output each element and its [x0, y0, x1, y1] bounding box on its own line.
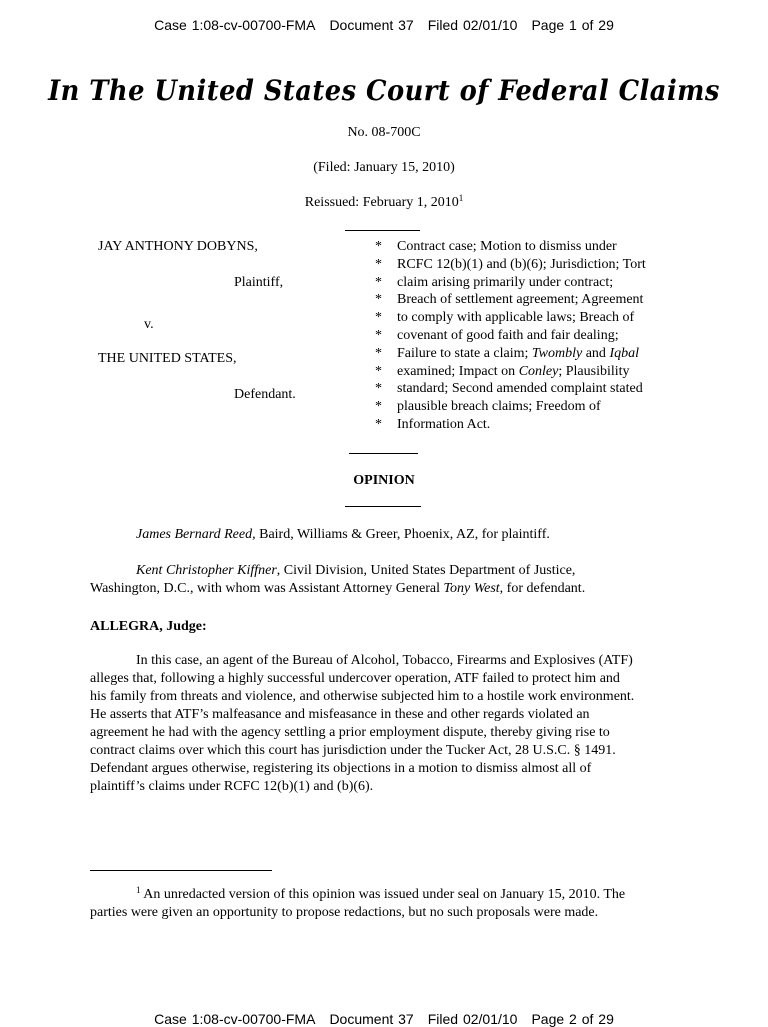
counsel-plaintiff-name: James Bernard Reed, — [136, 527, 256, 542]
syllabus-line: claim arising primarily under contract; — [397, 274, 614, 290]
document-number: Document 37 — [329, 1011, 414, 1027]
body-line: In this case, an agent of the Bureau of Alcohol, Tobacco, Firearms and Explosives (ATF) — [136, 653, 633, 668]
counsel-defendant-line2 — [90, 580, 585, 598]
syllabus-line: standard; Second amended complaint stated — [397, 381, 643, 397]
rule-divider-mid — [349, 453, 418, 454]
syllabus-line: Breach of settlement agreement; Agreement — [397, 292, 644, 308]
syllabus-line: plausible breach claims; Freedom of — [397, 399, 601, 415]
reissued-text: Reissued: February 1, 2010 — [304, 195, 459, 210]
reissued-date — [0, 195, 768, 211]
body-line: contract claims over which this court has jurisdiction under the Tucker Act, 28 U.S.C. § 1491. — [90, 743, 616, 758]
case-number: No. 08-700C — [347, 125, 421, 140]
page-number: Page 1 of 29 — [531, 17, 614, 33]
syllabus-line: Contract case; Motion to dismiss under — [397, 239, 617, 254]
body-line: He asserts that ATF’s malfeasance and misfeasance in these and other regards violated an — [90, 707, 590, 722]
body-line: plaintiff’s claims under RCFC 12(b)(1) and (b)(6). — [90, 779, 374, 794]
footnote-line: parties were given an opportunity to propose redactions, but no such proposals were made. — [90, 905, 599, 920]
counsel-plaintiff-rest: , Phoenix, AZ, for plaintiff. — [396, 527, 550, 542]
judge-heading: ALLEGRA, Judge: — [90, 619, 207, 634]
footnote-mark: 1 — [136, 885, 141, 895]
syllabus-line: to comply with applicable laws; Breach of — [397, 310, 635, 326]
defendant-name: THE UNITED STATES, — [98, 351, 237, 366]
filed-stamp: Filed 02/01/10 — [427, 17, 518, 33]
assistant-attorney-general: Tony West — [443, 581, 500, 596]
footnote-line: An unredacted version of this opinion was issued under seal on January 15, 2010. The — [140, 887, 626, 902]
body-line: agreement he had with the agency settling a prior employment dispute, thereby giving rise to — [90, 725, 610, 740]
next-page-header — [0, 1011, 768, 1027]
versus: v. — [144, 317, 154, 332]
opinion-paragraph — [90, 652, 674, 796]
court-title: In The United States Court of Federal Claims — [48, 74, 720, 107]
document-number: Document 37 — [329, 17, 414, 33]
defendant-role: Defendant. — [234, 387, 296, 402]
syllabus-line: Failure to state a claim; Twombly and Iqbal — [397, 345, 639, 361]
counsel-defendant-with: Washington, D.C., with whom was Assistant Attorney General — [90, 581, 444, 596]
body-line: alleges that, following a highly successful undercover operation, ATF failed to protect him and — [90, 671, 620, 686]
plaintiff-name: JAY ANTHONY DOBYNS, — [98, 239, 258, 254]
opinion-heading: OPINION — [353, 473, 415, 488]
page-number: Page 2 of 29 — [531, 1011, 614, 1027]
filed-date: (Filed: January 15, 2010) — [313, 160, 455, 175]
syllabus-line: Information Act. — [397, 416, 491, 432]
footnote-reference[interactable]: 1 — [458, 193, 464, 203]
page-header — [0, 17, 768, 33]
syllabus: * Contract case; Motion to dismiss under * RCFC 12(b)(1) and (b)(6); Jurisdiction; Tort * claim arising primarily under contract; * Breach of settlement agreement; Agreement * to comply with applicable laws; Breach of * covenant of good faith and fair dealing; * Failure to state a claim; Twombly and Iqbal * examined; Impact on Conley; Plausibility * standard; Second amended complaint stated * plausible breach claims; Freedom of * Information Act. — [375, 239, 646, 432]
case-id: Case 1:08-cv-00700-FMA — [154, 17, 316, 33]
rule-divider-bottom — [345, 506, 421, 507]
syllabus-line: examined; Impact on Conley; Plausibility — [397, 363, 630, 379]
counsel-plaintiff — [136, 526, 550, 544]
rule-divider-top — [345, 230, 420, 231]
syllabus-line: covenant of good faith and fair dealing; — [397, 327, 619, 343]
body-line: his family from threats and violence, and otherwise subjected him to a hostile work environment. — [90, 689, 635, 704]
counsel-plaintiff-firm: Baird, Williams & Greer — [255, 527, 397, 542]
footnote-separator — [90, 870, 272, 871]
body-line: Defendant argues otherwise, registering its objections in a motion to dismiss almost all of — [90, 761, 592, 776]
filed-stamp: Filed 02/01/10 — [427, 1011, 518, 1027]
syllabus-line: RCFC 12(b)(1) and (b)(6); Jurisdiction; Tort — [397, 256, 646, 272]
case-id: Case 1:08-cv-00700-FMA — [154, 1011, 316, 1027]
counsel-defendant-end: , for defendant. — [499, 581, 586, 596]
footnote — [90, 886, 674, 922]
counsel-defendant-name: Kent Christopher Kiffner — [136, 563, 277, 578]
plaintiff-role: Plaintiff, — [234, 275, 284, 290]
counsel-defendant-line1 — [136, 562, 575, 580]
counsel-defendant-affiliation: , Civil Division, United States Department of Justice, — [276, 563, 576, 578]
